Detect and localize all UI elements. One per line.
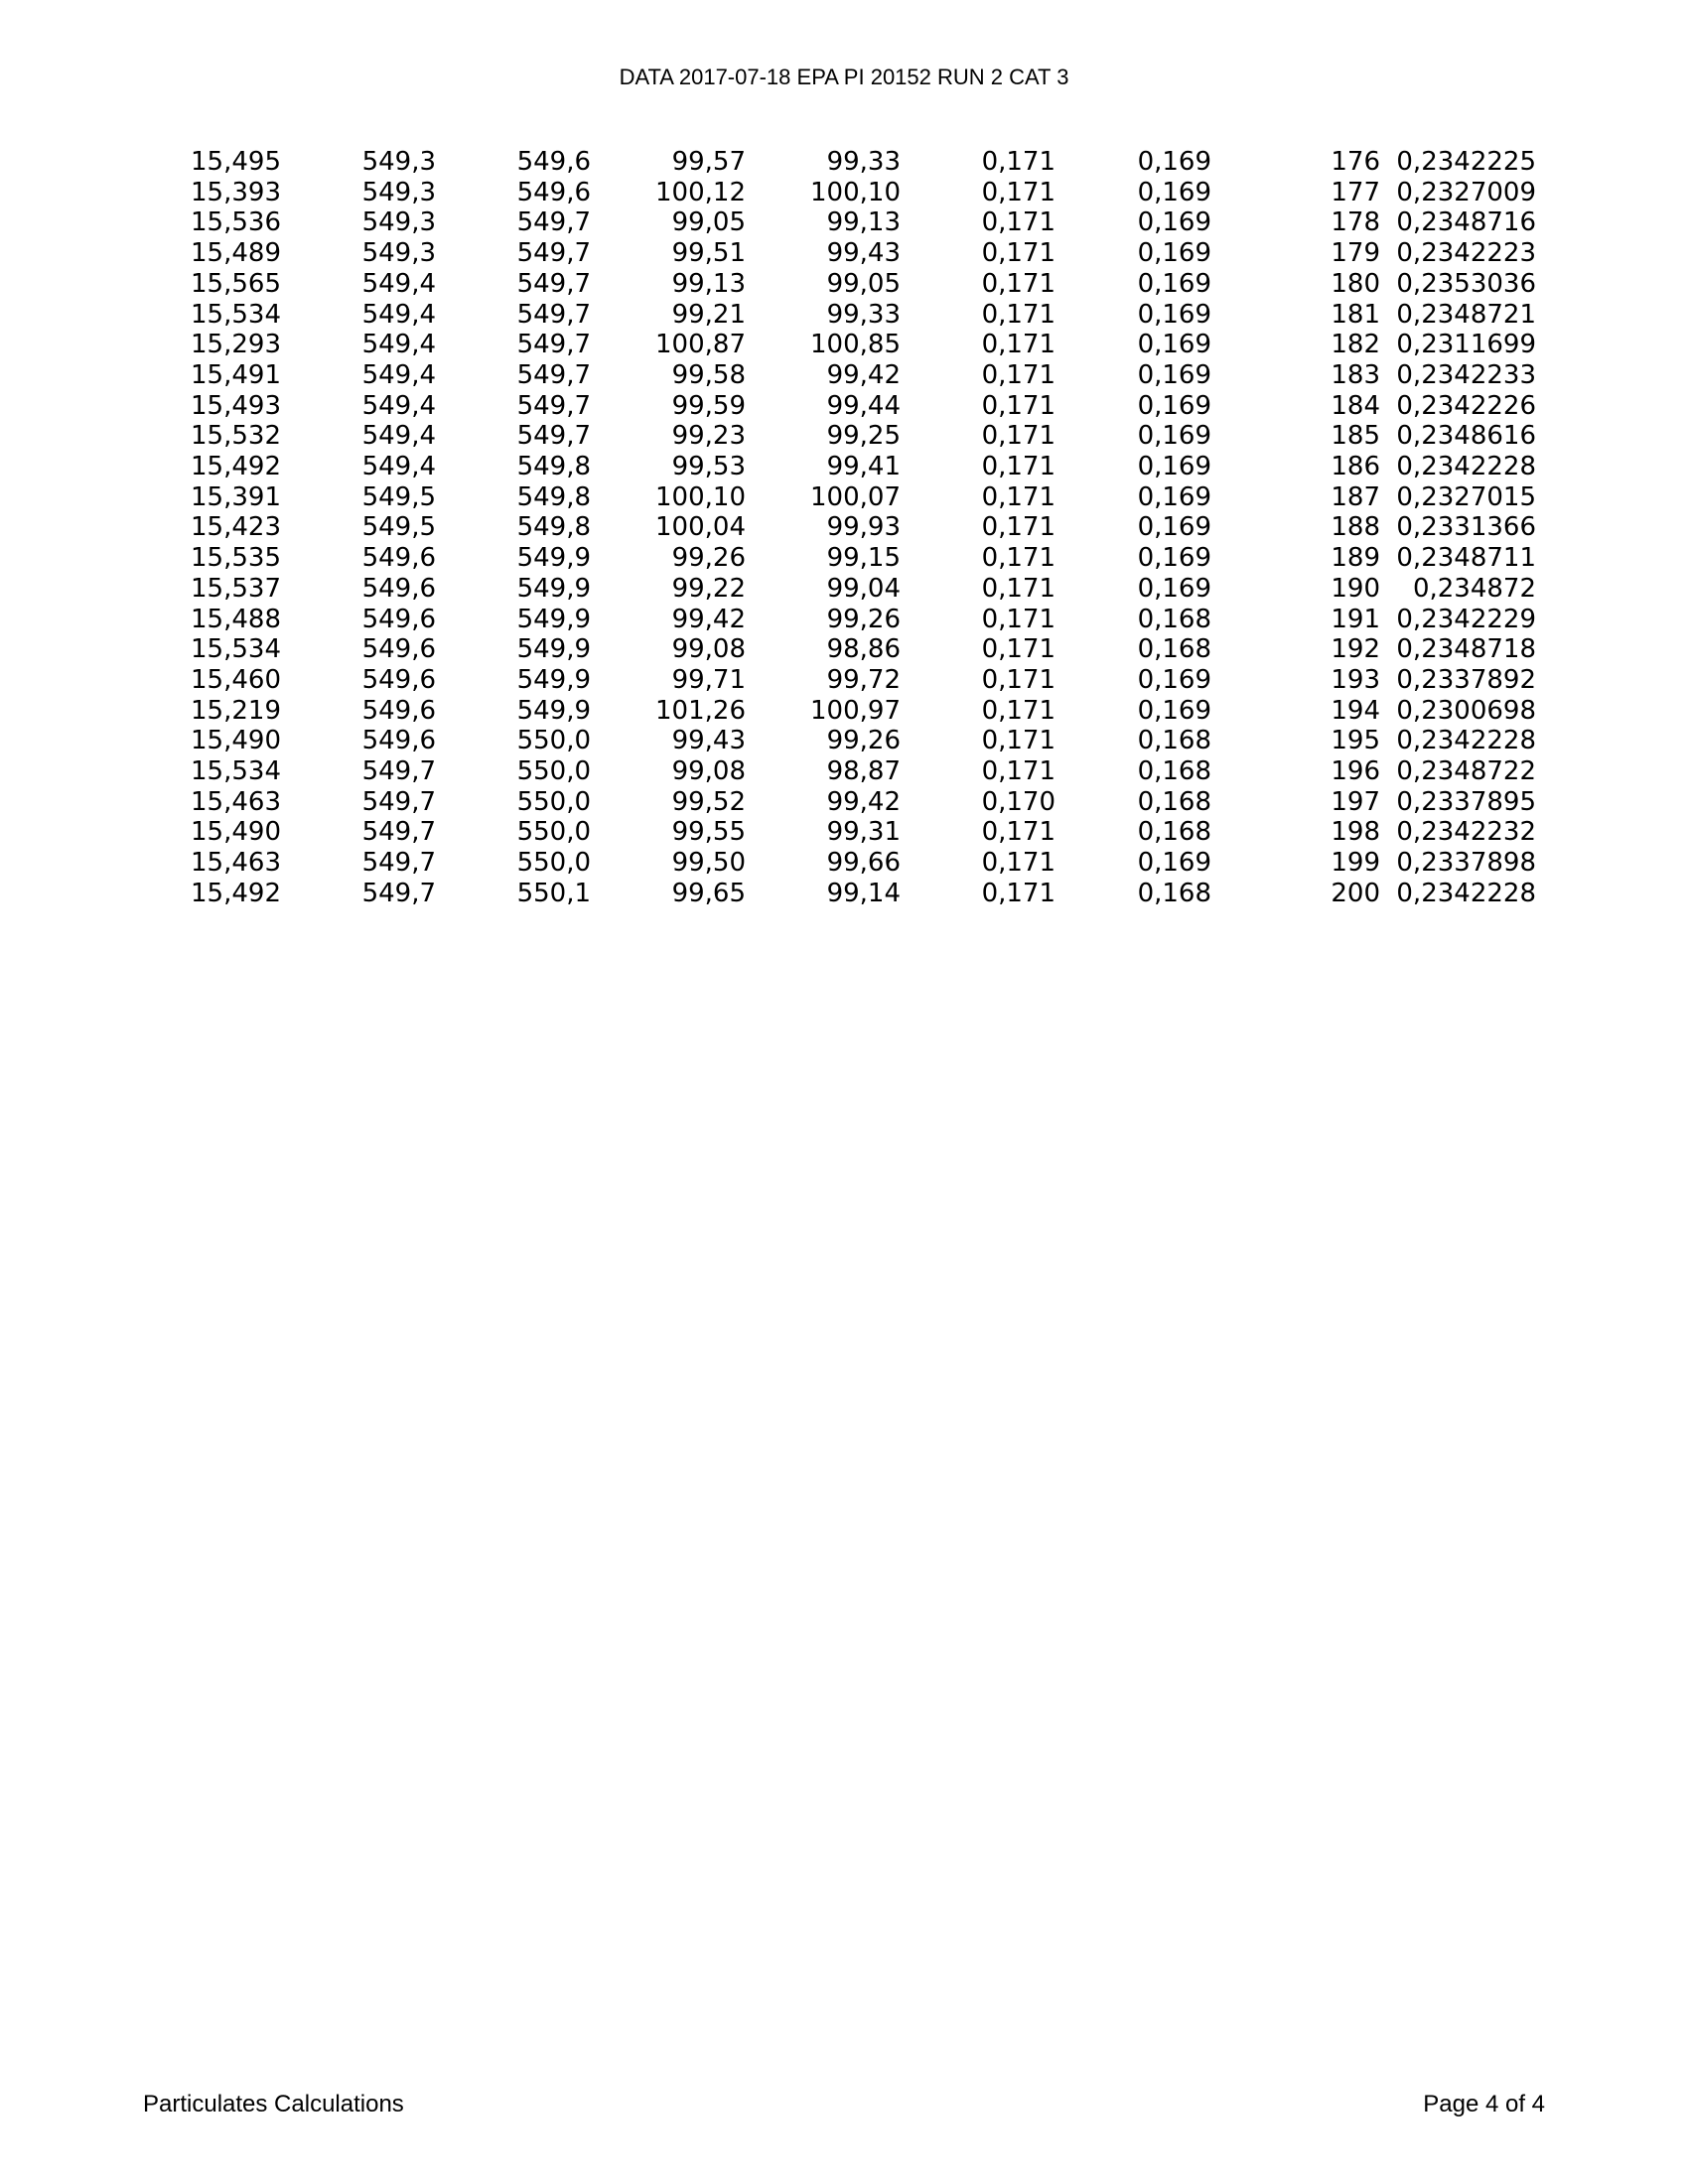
table-cell: 0,171	[981, 207, 1055, 238]
table-cell: 99,65	[671, 878, 746, 908]
table-cell: 549,6	[361, 726, 436, 756]
table-cell: 198	[1331, 817, 1380, 848]
table-cell: 0,171	[981, 695, 1055, 726]
table-cell: 0,2342226	[1396, 390, 1536, 421]
table-cell: 549,7	[516, 207, 591, 238]
table-cell: 0,2342232	[1396, 817, 1536, 848]
table-cell: 15,490	[191, 817, 281, 848]
table-cell: 0,171	[981, 452, 1055, 482]
table-cell: 0,171	[981, 848, 1055, 879]
table-cell: 98,87	[826, 756, 901, 787]
page-footer	[143, 2089, 1545, 2120]
table-cell: 15,488	[191, 604, 281, 634]
table-cell: 549,7	[361, 878, 436, 908]
table-cell: 189	[1331, 543, 1380, 574]
table-cell: 550,0	[516, 726, 591, 756]
table-cell: 15,391	[191, 481, 281, 512]
table-cell: 99,08	[671, 756, 746, 787]
table-cell: 549,4	[361, 390, 436, 421]
table-cell: 0,2311699	[1396, 330, 1536, 360]
table-cell: 0,2353036	[1396, 268, 1536, 299]
table-cell: 549,4	[361, 359, 436, 390]
table-cell: 99,58	[671, 359, 746, 390]
table-cell: 15,463	[191, 848, 281, 879]
table-cell: 549,7	[361, 817, 436, 848]
table-cell: 0,2327009	[1396, 177, 1536, 207]
table-cell: 549,6	[361, 695, 436, 726]
table-cell: 0,171	[981, 604, 1055, 634]
table-cell: 0,169	[1137, 452, 1211, 482]
page-title: DATA 2017-07-18 EPA PI 20152 RUN 2 CAT 3	[619, 65, 1069, 89]
table-cell: 99,93	[826, 512, 901, 543]
table-cell: 15,534	[191, 756, 281, 787]
table-cell: 15,532	[191, 421, 281, 452]
table-row	[179, 391, 1536, 422]
table-cell: 0,2342228	[1396, 726, 1536, 756]
table-cell: 0,2342228	[1396, 452, 1536, 482]
table-cell: 99,55	[671, 817, 746, 848]
table-cell: 186	[1331, 452, 1380, 482]
table-cell: 99,22	[671, 573, 746, 604]
table-cell: 550,0	[516, 848, 591, 879]
table-cell: 549,9	[516, 695, 591, 726]
table-cell: 0,169	[1137, 421, 1211, 452]
table-cell: 15,489	[191, 238, 281, 269]
table-cell: 99,43	[826, 238, 901, 269]
table-cell: 99,42	[826, 359, 901, 390]
table-cell: 99,04	[826, 573, 901, 604]
table-cell: 200	[1331, 878, 1380, 908]
table-cell: 0,2327015	[1396, 481, 1536, 512]
table-row	[179, 665, 1536, 696]
table-cell: 0,169	[1137, 481, 1211, 512]
table-cell: 0,2337898	[1396, 848, 1536, 879]
table-cell: 0,169	[1137, 359, 1211, 390]
table-cell: 179	[1331, 238, 1380, 269]
table-cell: 0,171	[981, 268, 1055, 299]
table-row	[179, 605, 1536, 635]
table-row	[179, 238, 1536, 269]
table-cell: 99,14	[826, 878, 901, 908]
table-cell: 15,491	[191, 359, 281, 390]
table-cell: 0,168	[1137, 634, 1211, 665]
table-cell: 549,9	[516, 664, 591, 695]
table-cell: 99,42	[826, 786, 901, 817]
table-cell: 549,4	[361, 299, 436, 330]
table-cell: 184	[1331, 390, 1380, 421]
table-cell: 0,171	[981, 330, 1055, 360]
table-row	[179, 421, 1536, 452]
table-cell: 0,169	[1137, 147, 1211, 177]
table-cell: 549,7	[516, 390, 591, 421]
table-cell: 0,2342225	[1396, 147, 1536, 177]
table-cell: 549,6	[361, 604, 436, 634]
table-row	[179, 817, 1536, 848]
table-cell: 549,7	[361, 848, 436, 879]
table-cell: 177	[1331, 177, 1380, 207]
table-cell: 99,57	[671, 147, 746, 177]
table-row	[179, 300, 1536, 331]
table-cell: 0,171	[981, 238, 1055, 269]
table-cell: 0,169	[1137, 238, 1211, 269]
table-cell: 549,6	[361, 543, 436, 574]
table-cell: 549,9	[516, 634, 591, 665]
table-cell: 15,393	[191, 177, 281, 207]
table-cell: 99,05	[826, 268, 901, 299]
table-cell: 0,2337892	[1396, 664, 1536, 695]
table-cell: 15,492	[191, 878, 281, 908]
table-cell: 185	[1331, 421, 1380, 452]
table-cell: 549,6	[516, 147, 591, 177]
table-cell: 0,2342233	[1396, 359, 1536, 390]
table-cell: 196	[1331, 756, 1380, 787]
table-cell: 194	[1331, 695, 1380, 726]
data-table	[179, 147, 1536, 909]
table-cell: 0,171	[981, 299, 1055, 330]
table-cell: 0,171	[981, 878, 1055, 908]
table-row	[179, 756, 1536, 787]
table-cell: 99,25	[826, 421, 901, 452]
table-cell: 15,219	[191, 695, 281, 726]
table-cell: 15,565	[191, 268, 281, 299]
table-cell: 99,53	[671, 452, 746, 482]
table-cell: 99,33	[826, 299, 901, 330]
table-cell: 99,51	[671, 238, 746, 269]
table-cell: 99,31	[826, 817, 901, 848]
table-cell: 0,169	[1137, 573, 1211, 604]
table-row	[179, 726, 1536, 756]
table-cell: 0,2348721	[1396, 299, 1536, 330]
table-cell: 0,2342223	[1396, 238, 1536, 269]
table-cell: 100,12	[655, 177, 746, 207]
table-cell: 0,2337895	[1396, 786, 1536, 817]
table-cell: 15,460	[191, 664, 281, 695]
table-row	[179, 147, 1536, 178]
table-cell: 99,26	[826, 604, 901, 634]
table-cell: 15,423	[191, 512, 281, 543]
table-cell: 549,9	[516, 573, 591, 604]
table-cell: 0,169	[1137, 299, 1211, 330]
table-cell: 0,2348722	[1396, 756, 1536, 787]
table-cell: 0,168	[1137, 878, 1211, 908]
table-cell: 15,492	[191, 452, 281, 482]
table-cell: 0,171	[981, 481, 1055, 512]
table-cell: 549,5	[361, 512, 436, 543]
table-cell: 99,59	[671, 390, 746, 421]
table-cell: 15,463	[191, 786, 281, 817]
table-cell: 100,87	[655, 330, 746, 360]
table-cell: 0,171	[981, 634, 1055, 665]
table-cell: 0,2348716	[1396, 207, 1536, 238]
table-cell: 187	[1331, 481, 1380, 512]
table-cell: 549,7	[516, 359, 591, 390]
footer-document-title: Particulates Calculations	[143, 2091, 404, 2117]
table-cell: 99,08	[671, 634, 746, 665]
table-cell: 183	[1331, 359, 1380, 390]
table-cell: 190	[1331, 573, 1380, 604]
table-cell: 550,0	[516, 786, 591, 817]
table-cell: 0,169	[1137, 695, 1211, 726]
table-cell: 99,52	[671, 786, 746, 817]
table-cell: 549,9	[516, 543, 591, 574]
table-cell: 0,171	[981, 512, 1055, 543]
table-cell: 15,534	[191, 299, 281, 330]
table-cell: 15,537	[191, 573, 281, 604]
table-cell: 191	[1331, 604, 1380, 634]
table-cell: 549,7	[516, 330, 591, 360]
table-cell: 549,3	[361, 238, 436, 269]
table-cell: 182	[1331, 330, 1380, 360]
table-cell: 188	[1331, 512, 1380, 543]
table-cell: 15,293	[191, 330, 281, 360]
table-cell: 549,7	[516, 238, 591, 269]
table-cell: 549,9	[516, 604, 591, 634]
table-cell: 550,0	[516, 817, 591, 848]
table-cell: 181	[1331, 299, 1380, 330]
table-cell: 100,07	[810, 481, 901, 512]
table-cell: 99,33	[826, 147, 901, 177]
table-cell: 100,10	[810, 177, 901, 207]
table-cell: 550,1	[516, 878, 591, 908]
table-cell: 549,7	[516, 299, 591, 330]
table-cell: 15,495	[191, 147, 281, 177]
table-cell: 100,04	[655, 512, 746, 543]
page-number: Page 4 of 4	[1423, 2091, 1545, 2117]
table-cell: 549,6	[361, 664, 436, 695]
table-cell: 0,2342228	[1396, 878, 1536, 908]
table-cell: 549,8	[516, 452, 591, 482]
table-cell: 0,171	[981, 756, 1055, 787]
table-cell: 99,05	[671, 207, 746, 238]
table-row	[179, 452, 1536, 482]
table-cell: 549,7	[361, 786, 436, 817]
table-cell: 0,169	[1137, 390, 1211, 421]
table-cell: 549,4	[361, 268, 436, 299]
table-cell: 0,170	[981, 786, 1055, 817]
table-cell: 99,43	[671, 726, 746, 756]
table-row	[179, 207, 1536, 238]
table-row	[179, 178, 1536, 208]
table-cell: 99,42	[671, 604, 746, 634]
table-cell: 0,171	[981, 147, 1055, 177]
table-row	[179, 512, 1536, 543]
table-cell: 0,169	[1137, 268, 1211, 299]
table-row	[179, 879, 1536, 909]
table-cell: 99,13	[826, 207, 901, 238]
table-cell: 549,4	[361, 330, 436, 360]
table-cell: 0,2331366	[1396, 512, 1536, 543]
table-cell: 192	[1331, 634, 1380, 665]
table-cell: 99,50	[671, 848, 746, 879]
table-cell: 99,23	[671, 421, 746, 452]
table-cell: 0,168	[1137, 817, 1211, 848]
table-cell: 99,44	[826, 390, 901, 421]
table-cell: 0,168	[1137, 756, 1211, 787]
table-cell: 99,26	[826, 726, 901, 756]
table-cell: 0,169	[1137, 330, 1211, 360]
table-cell: 100,97	[810, 695, 901, 726]
table-row	[179, 574, 1536, 605]
table-cell: 98,86	[826, 634, 901, 665]
table-cell: 550,0	[516, 756, 591, 787]
table-cell: 0,171	[981, 359, 1055, 390]
table-cell: 15,534	[191, 634, 281, 665]
table-row	[179, 634, 1536, 665]
table-cell: 0,168	[1137, 726, 1211, 756]
table-cell: 549,7	[516, 421, 591, 452]
table-row	[179, 787, 1536, 818]
table-row	[179, 543, 1536, 574]
table-cell: 0,2300698	[1396, 695, 1536, 726]
table-row	[179, 330, 1536, 360]
table-cell: 15,493	[191, 390, 281, 421]
table-row	[179, 269, 1536, 300]
table-cell: 549,7	[361, 756, 436, 787]
table-cell: 549,3	[361, 207, 436, 238]
table-cell: 99,21	[671, 299, 746, 330]
table-cell: 0,171	[981, 543, 1055, 574]
table-cell: 0,169	[1137, 177, 1211, 207]
table-cell: 549,6	[361, 634, 436, 665]
table-cell: 193	[1331, 664, 1380, 695]
table-row	[179, 696, 1536, 727]
table-row	[179, 482, 1536, 513]
table-cell: 549,8	[516, 512, 591, 543]
table-cell: 178	[1331, 207, 1380, 238]
table-cell: 549,6	[361, 573, 436, 604]
table-cell: 0,169	[1137, 543, 1211, 574]
table-cell: 99,41	[826, 452, 901, 482]
table-cell: 199	[1331, 848, 1380, 879]
table-cell: 99,26	[671, 543, 746, 574]
table-cell: 15,536	[191, 207, 281, 238]
table-cell: 549,7	[516, 268, 591, 299]
table-cell: 195	[1331, 726, 1380, 756]
table-cell: 549,8	[516, 481, 591, 512]
table-cell: 0,168	[1137, 604, 1211, 634]
table-cell: 15,490	[191, 726, 281, 756]
table-cell: 0,171	[981, 726, 1055, 756]
table-cell: 0,2348616	[1396, 421, 1536, 452]
table-cell: 99,72	[826, 664, 901, 695]
table-row	[179, 360, 1536, 391]
table-cell: 0,171	[981, 390, 1055, 421]
table-cell: 549,5	[361, 481, 436, 512]
table-cell: 549,3	[361, 177, 436, 207]
table-cell: 0,169	[1137, 664, 1211, 695]
table-cell: 101,26	[655, 695, 746, 726]
table-cell: 549,4	[361, 421, 436, 452]
table-cell: 15,535	[191, 543, 281, 574]
table-cell: 0,171	[981, 817, 1055, 848]
table-body	[179, 147, 1536, 909]
table-cell: 0,2342229	[1396, 604, 1536, 634]
table-cell: 549,4	[361, 452, 436, 482]
table-cell: 180	[1331, 268, 1380, 299]
table-cell: 100,85	[810, 330, 901, 360]
table-cell: 0,169	[1137, 207, 1211, 238]
table-cell: 0,171	[981, 573, 1055, 604]
table-cell: 99,13	[671, 268, 746, 299]
table-cell: 0,171	[981, 177, 1055, 207]
table-cell: 0,234872	[1412, 573, 1536, 604]
table-cell: 176	[1331, 147, 1380, 177]
table-cell: 549,6	[516, 177, 591, 207]
table-cell: 99,66	[826, 848, 901, 879]
table-cell: 0,2348711	[1396, 543, 1536, 574]
table-cell: 0,169	[1137, 848, 1211, 879]
table-cell: 0,171	[981, 421, 1055, 452]
table-cell: 549,3	[361, 147, 436, 177]
table-cell: 100,10	[655, 481, 746, 512]
table-cell: 0,168	[1137, 786, 1211, 817]
table-cell: 197	[1331, 786, 1380, 817]
table-cell: 99,15	[826, 543, 901, 574]
table-cell: 0,171	[981, 664, 1055, 695]
table-cell: 0,169	[1137, 512, 1211, 543]
table-cell: 0,2348718	[1396, 634, 1536, 665]
table-row	[179, 848, 1536, 879]
table-cell: 99,71	[671, 664, 746, 695]
